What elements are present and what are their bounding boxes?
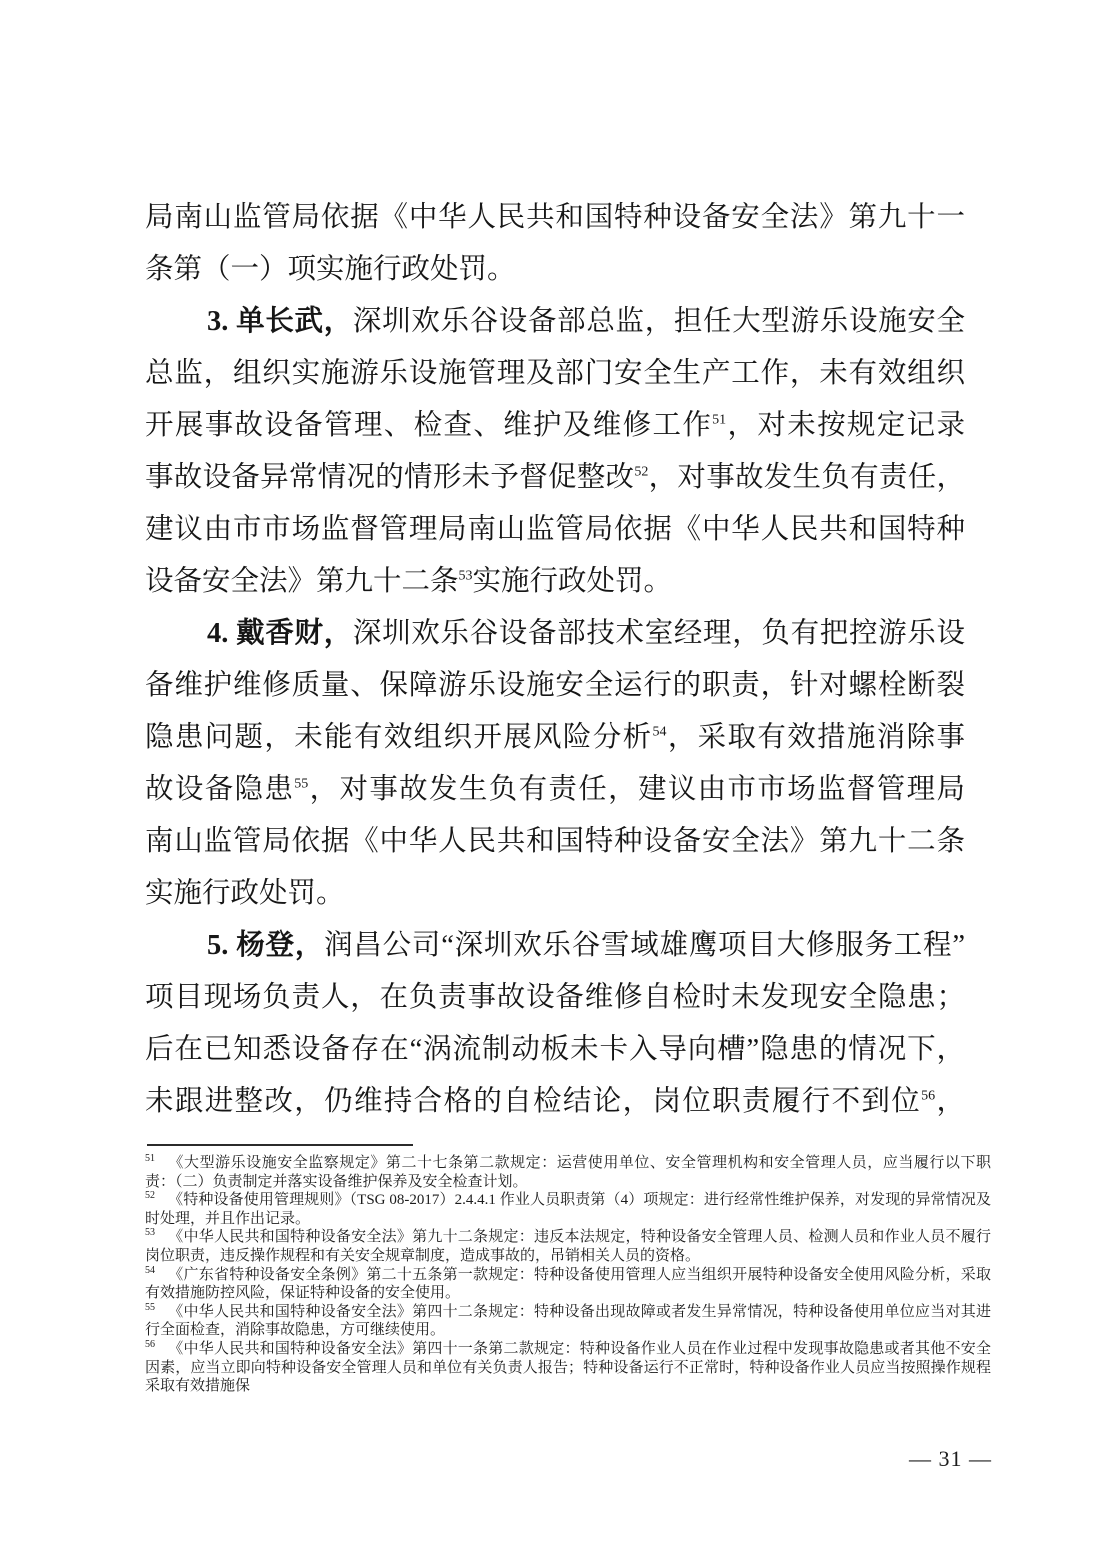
footnote-text: 《广东省特种设备安全条例》第二十五条第一款规定：特种设备使用管理人应当组织开展特种设备安全使用风险分析，采取有效措施防控风险，保证特种设备的安全使用。 <box>145 1266 991 1302</box>
body-line <box>145 348 965 400</box>
footnote-text: 《中华人民共和国特种设备安全法》第四十一条第二款规定：特种设备作业人员在作业过程中发现事故隐患或者其他不安全因素，应当立即向特种设备安全管理人员和单位有关负责人报告；特种设备运行不正常时，特种设备作业人员应当按照操作规程采取有效措施保 <box>145 1340 991 1395</box>
body-line <box>145 452 965 504</box>
body-line <box>145 712 965 764</box>
body-text-segment: 润昌公司“深圳欢乐谷雪域雄鹰项目大修服务工程” <box>324 930 965 961</box>
person-name-bold: 4. 戴香财， <box>207 618 353 649</box>
footnote-number: 54 <box>145 1264 155 1276</box>
footnote-ref: 56 <box>921 1088 936 1104</box>
body-text-segment: 深圳欢乐谷设备部总监，担任大型游乐设施安全 <box>352 306 965 337</box>
body-line <box>145 1024 965 1076</box>
body-line <box>145 192 965 244</box>
person-name-bold: 5. 杨登， <box>207 930 325 961</box>
footnote-text: 《中华人民共和国特种设备安全法》第九十二条规定：违反本法规定，特种设备安全管理人员、检测人员和作业人员不履行岗位职责，违反操作规程和有关安全规章制度，造成事故的，吊销相关人员的资格。 <box>145 1229 991 1264</box>
body-text-segment: 故设备隐患 <box>145 774 295 805</box>
body-text-segment: ， <box>935 1086 965 1117</box>
footnotes-section <box>145 1154 991 1396</box>
page-number: — 31 — <box>909 1446 992 1471</box>
footnote-ref: 51 <box>712 412 727 428</box>
body-text-segment: 开展事故设备管理、检查、维护及维修工作 <box>145 410 713 441</box>
body-text-segment: ，对未按规定记录 <box>726 410 965 441</box>
body-text-segment: 实施行政处罚。 <box>472 566 673 597</box>
footnote-ref: 54 <box>652 724 667 740</box>
footnote-number: 55 <box>145 1301 155 1313</box>
body-text-segment: 局南山监管局依据《中华人民共和国特种设备安全法》第九十一 <box>145 202 965 233</box>
body-line <box>145 1076 965 1128</box>
body-line <box>145 244 965 296</box>
body-line <box>145 296 965 348</box>
body-text-segment: 隐患问题，未能有效组织开展风险分析 <box>145 722 653 753</box>
body-line <box>145 816 965 868</box>
body-line <box>145 400 965 452</box>
footnote-text: 《特种设备使用管理规则》（TSG 08-2017）2.4.4.1 作业人员职责第（4）项规定：进行经常性维护保养，对发现的异常情况及时处理，并且作出记录。 <box>145 1192 991 1227</box>
footnote-item <box>145 1191 991 1228</box>
body-text-segment: 未跟进整改，仍维持合格的自检结论，岗位职责履行不到位 <box>145 1086 922 1117</box>
footnote-text: 《中华人民共和国特种设备安全法》第四十二条规定：特种设备出现故障或者发生异常情况，特种设备使用单位应当对其进行全面检查，消除事故隐患，方可继续使用。 <box>145 1303 991 1339</box>
body-text-segment: 后在已知悉设备存在“涡流制动板未卡入导向槽”隐患的情况下， <box>145 1034 965 1065</box>
footnote-number: 56 <box>145 1338 155 1350</box>
footnote-item <box>145 1303 991 1340</box>
body-text-segment: 备维护维修质量、保障游乐设施安全运行的职责，针对螺栓断裂 <box>145 670 965 701</box>
body-line <box>145 868 965 920</box>
footnote-item <box>145 1266 991 1303</box>
footnote-item <box>145 1340 991 1396</box>
footnote-text: 《大型游乐设施安全监察规定》第二十七条第二款规定：运营使用单位、安全管理机构和安全管理人员，应当履行以下职责：（二）负责制定并落实设备维护保养及安全检查计划。 <box>145 1155 991 1190</box>
body-text-segment: 总监，组织实施游乐设施管理及部门安全生产工作，未有效组织 <box>145 358 965 389</box>
body-line <box>145 972 965 1024</box>
footnote-item <box>145 1228 991 1265</box>
footnote-number: 52 <box>145 1190 155 1202</box>
body-line <box>145 920 965 972</box>
body-line <box>145 608 965 660</box>
footnote-separator <box>147 1144 413 1146</box>
footnote-ref: 55 <box>294 776 309 792</box>
body-text-segment: 深圳欢乐谷设备部技术室经理，负有把控游乐设 <box>352 618 965 649</box>
body-line <box>145 556 965 608</box>
footnote-number: 51 <box>145 1153 155 1164</box>
body-text-segment: 设备安全法》第九十二条 <box>145 566 459 597</box>
body-text-segment: 事故设备异常情况的情形未予督促整改 <box>145 462 635 493</box>
body-text-segment: 南山监管局依据《中华人民共和国特种设备安全法》第九十二条 <box>145 826 965 857</box>
body-text-segment: 项目现场负责人，在负责事故设备维修自检时未发现安全隐患； <box>145 982 965 1013</box>
footnote-ref: 53 <box>458 568 473 584</box>
body-text-segment: 实施行政处罚。 <box>145 878 345 909</box>
body-text-segment: ，对事故发生负有责任，建议由市市场监督管理局 <box>308 774 965 805</box>
document-body <box>145 192 965 1128</box>
body-text-segment: 建议由市市场监督管理局南山监管局依据《中华人民共和国特种 <box>145 514 965 545</box>
footnote-number: 53 <box>145 1227 155 1239</box>
body-text-segment: ，对事故发生负有责任， <box>648 462 965 493</box>
body-line <box>145 764 965 816</box>
footnote-item <box>145 1154 991 1191</box>
body-text-segment: 条第（一）项实施行政处罚。 <box>145 254 516 285</box>
body-line <box>145 660 965 712</box>
person-name-bold: 3. 单长武， <box>207 306 353 337</box>
body-line <box>145 504 965 556</box>
body-text-segment: ，采取有效措施消除事 <box>666 722 965 753</box>
footnote-ref: 52 <box>634 464 649 480</box>
